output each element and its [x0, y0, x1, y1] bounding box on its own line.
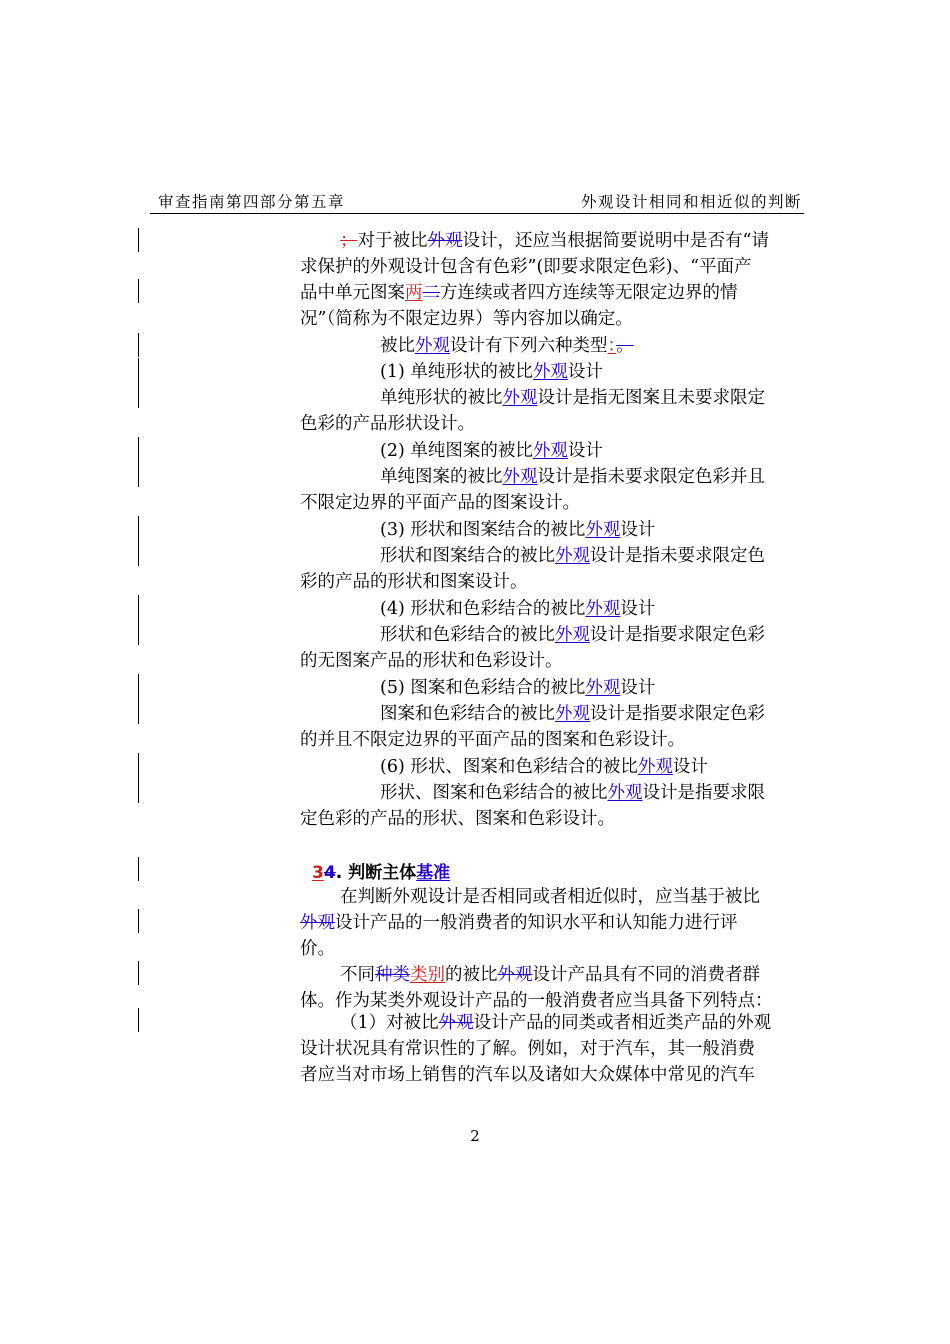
- text-run: 方连续或者四方连续等无限定边界的情: [440, 283, 738, 303]
- body-line: [300, 333, 805, 359]
- text-run: 设计产品的同类或者相近类产品的外观: [473, 1013, 772, 1033]
- inserted-text: 基准: [416, 863, 451, 883]
- text-run: 设计是指要求限定色彩: [590, 625, 765, 645]
- deleted-text: 二: [422, 283, 440, 303]
- deleted-text: 外观: [300, 913, 335, 933]
- text-run: 设计产品的一般消费者的知识水平和认知能力进行评: [335, 913, 738, 933]
- body-line: 设计状况具有常识性的了解。例如，对于汽车，其一般消费: [300, 1039, 755, 1059]
- text-run: (2) 单纯图案的被比: [380, 441, 533, 461]
- text-run: . 判断主体: [335, 863, 417, 883]
- text-run: 形状和图案结合的被比: [380, 546, 555, 566]
- inserted-text: 外观: [532, 441, 568, 461]
- inserted-text: 外观: [607, 783, 643, 803]
- inserted-text: 外观: [555, 625, 590, 645]
- text-run: (1) 单纯形状的被比: [380, 362, 533, 382]
- text-run: 设计: [567, 362, 603, 382]
- change-bar: [138, 358, 139, 408]
- text-run: 形状、图案和色彩结合的被比: [380, 783, 608, 803]
- text-run: 设计: [620, 678, 656, 698]
- text-run: 形状和色彩结合的被比: [380, 625, 555, 645]
- running-header-left: 审查指南第四部分第五章: [158, 193, 346, 211]
- inserted-text: 外观: [532, 362, 568, 382]
- body-line: [300, 228, 805, 254]
- inserted-text: 外观: [555, 704, 590, 724]
- text-run: 图案和色彩结合的被比: [380, 704, 555, 724]
- inserted-text: 外观: [415, 336, 450, 356]
- change-bar: [138, 437, 139, 487]
- type-heading: [300, 675, 805, 701]
- text-run: (6) 形状、图案和色彩结合的被比: [380, 757, 638, 777]
- section-heading: [312, 860, 450, 886]
- deleted-text: 。: [616, 336, 634, 356]
- inserted-text: 外观: [502, 388, 538, 408]
- body-line: 在判断外观设计是否相同或者相近似时，应当基于被比: [340, 887, 760, 907]
- text-run: 单纯图案的被比: [380, 467, 503, 487]
- change-bar: [138, 333, 139, 357]
- body-line: [300, 910, 805, 936]
- text-run: 设计有下列六种类型: [450, 336, 608, 356]
- text-run: 品中单元图案: [300, 283, 405, 303]
- type-heading: [300, 517, 805, 543]
- body-line: 定色彩的产品的形状、图案和色彩设计。: [300, 809, 615, 829]
- change-bar: [138, 279, 139, 303]
- text-run: (4) 形状和色彩结合的被比: [380, 599, 586, 619]
- inserted-text: 外观: [502, 467, 538, 487]
- change-bar: [138, 516, 139, 566]
- change-bar: [138, 228, 139, 252]
- body-line: 不限定边界的平面产品的图案设计。: [300, 493, 580, 513]
- inserted-text: 外观: [585, 599, 621, 619]
- change-bar: [138, 595, 139, 645]
- type-heading: [300, 754, 805, 780]
- running-header-right: 外观设计相同和相近似的判断: [580, 193, 802, 211]
- text-run: 设计: [567, 441, 603, 461]
- body-line: 的并且不限定边界的平面产品的图案和色彩设计。: [300, 730, 685, 750]
- deleted-text: 外观: [438, 1013, 474, 1033]
- body-line: 价。: [300, 939, 335, 959]
- text-run: 设计是指要求限定色彩: [590, 704, 765, 724]
- text-run: 设计是指要求限: [642, 783, 765, 803]
- text-run: 设计: [620, 599, 656, 619]
- change-bar: [138, 753, 139, 803]
- text-run: 对于被比: [357, 231, 428, 251]
- type-heading: [300, 596, 805, 622]
- change-bar: [138, 961, 139, 985]
- text-run: 设计: [672, 757, 708, 777]
- change-bar: [138, 674, 139, 724]
- text-run: (3) 形状和图案结合的被比: [380, 520, 586, 540]
- deleted-text: 种类: [375, 965, 410, 985]
- inserted-text: 3: [312, 863, 324, 883]
- type-heading: [300, 359, 805, 385]
- text-run: (5) 图案和色彩结合的被比: [380, 678, 586, 698]
- body-line: [300, 701, 805, 727]
- text-run: 被比: [380, 336, 415, 356]
- body-line: 的无图案产品的形状和色彩设计。: [300, 651, 563, 671]
- body-line: [300, 622, 805, 648]
- deleted-text: 4: [323, 863, 336, 883]
- text-run: 的被比: [445, 965, 498, 985]
- body-line: 况”（简称为不限定边界）等内容加以确定。: [300, 309, 633, 329]
- body-line: [300, 464, 805, 490]
- text-run: 设计是指未要求限定色: [590, 546, 765, 566]
- change-bar: [138, 1008, 139, 1032]
- text-run: 设计，还应当根据简要说明中是否有“请: [462, 231, 769, 251]
- body-line: 求保护的外观设计包含有色彩”(即要求限定色彩)、“平面产: [300, 257, 752, 277]
- body-line: 体。作为某类外观设计产品的一般消费者应当具备下列特点：: [300, 991, 773, 1011]
- body-line: [300, 1010, 805, 1036]
- body-line: 彩的产品的形状和图案设计。: [300, 572, 528, 592]
- text-run: 设计: [620, 520, 656, 540]
- deleted-text: ；: [340, 231, 358, 251]
- inserted-text: 外观: [585, 678, 621, 698]
- inserted-text: ：: [607, 336, 617, 356]
- change-bar: [138, 909, 139, 933]
- deleted-text: 外观: [497, 965, 533, 985]
- body-line: 者应当对市场上销售的汽车以及诸如大众媒体中常见的汽车: [300, 1065, 755, 1085]
- change-bar: [138, 857, 139, 881]
- inserted-text: 外观: [637, 757, 673, 777]
- text-run: 设计是指未要求限定色彩并且: [537, 467, 765, 487]
- deleted-text: 外观: [427, 231, 463, 251]
- body-line: [300, 280, 805, 306]
- inserted-text: 类别: [410, 965, 445, 985]
- text-run: 设计产品具有不同的消费者群: [532, 965, 760, 985]
- text-run: （1）对被比: [340, 1013, 439, 1033]
- body-line: [300, 780, 805, 806]
- body-line: [300, 385, 805, 411]
- text-run: 设计是指无图案且未要求限定: [537, 388, 765, 408]
- body-line: [300, 962, 805, 988]
- inserted-text: 外观: [555, 546, 590, 566]
- text-run: 不同: [340, 965, 375, 985]
- inserted-text: 外观: [585, 520, 621, 540]
- header-rule: [150, 213, 804, 214]
- inserted-text: 两: [405, 283, 423, 303]
- body-line: 色彩的产品形状设计。: [300, 414, 475, 434]
- page-number: 2: [470, 1127, 480, 1145]
- text-run: 单纯形状的被比: [380, 388, 503, 408]
- type-heading: [300, 438, 805, 464]
- body-line: [300, 543, 805, 569]
